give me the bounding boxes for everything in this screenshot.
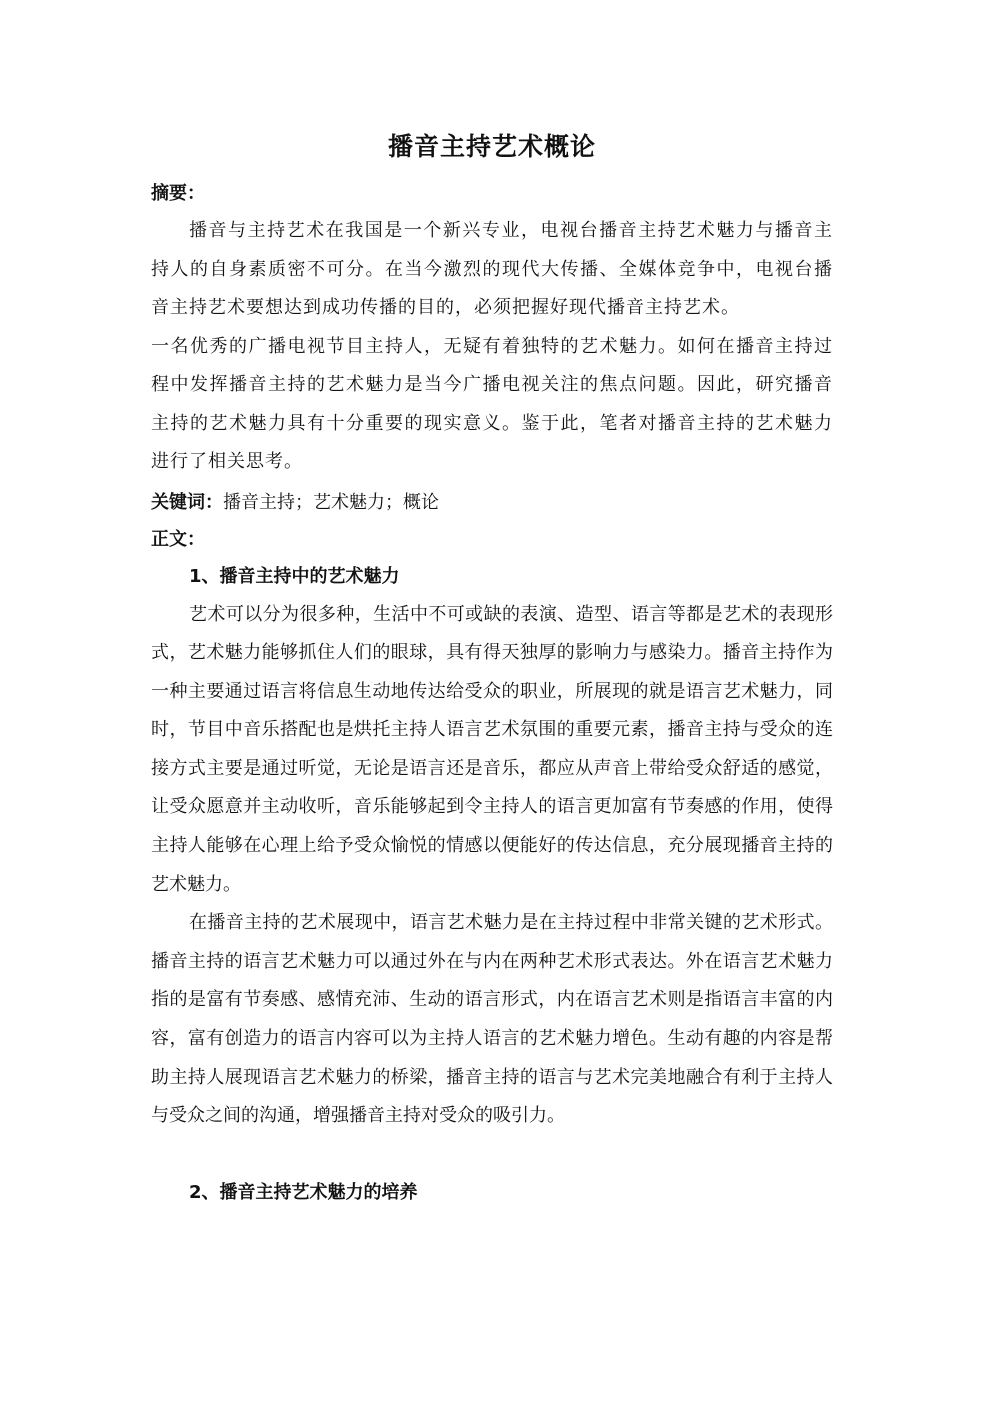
body-label: 正文： [151, 528, 205, 550]
abstract-paragraph-2: 一名优秀的广播电视节目主持人，无疑有着独特的艺术魅力。如何在播音主持过程中发挥播音主持的艺术魅力是当今广播电视关注的焦点问题。因此，研究播音主持的艺术魅力具有十分重要的现实意义。鉴于此，笔者对播音主持的艺术魅力进行了相关思考。 [151, 335, 833, 472]
keywords-text: 播音主持；艺术魅力；概论 [223, 491, 439, 513]
document-title: 播音主持艺术概论 [387, 132, 596, 161]
section-1-paragraph-2: 在播音主持的艺术展现中，语言艺术魅力是在主持过程中非常关键的艺术形式。播音主持的语言艺术魅力可以通过外在与内在两种艺术形式表达。外在语言艺术魅力指的是富有节奏感、感情充沛、生动的语言形式，内在语言艺术则是指语言丰富的内容，富有创造力的语言内容可以为主持人语言的艺术魅力增色。生动有趣的内容是帮助主持人展现语言艺术魅力的桥梁，播音主持的语言与艺术完美地融合有利于主持人与受众之间的沟通，增强播音主持对受众的吸引力。 [151, 912, 833, 1127]
section-1-heading: 1、播音主持中的艺术魅力 [189, 565, 400, 587]
body-section [151, 558, 833, 1212]
document-content [151, 126, 833, 1212]
section-1-paragraph-1: 艺术可以分为很多种，生活中不可或缺的表演、造型、语言等都是艺术的表现形式，艺术魅力能够抓住人们的眼球，具有得天独厚的影响力与感染力。播音主持作为一种主要通过语言将信息生动地传达给受众的职业，所展现的就是语言艺术魅力，同时，节目中音乐搭配也是烘托主持人语言艺术氛围的重要元素，播音主持与受众的连接方式主要是通过听觉，无论是语言还是音乐，都应从声音上带给受众舒适的感觉，让受众愿意并主动收听，音乐能够起到令主持人的语言更加富有节奏感的作用，使得主持人能够在心理上给予受众愉悦的情感以便能好的传达信息，充分展现播音主持的艺术魅力。 [151, 603, 833, 895]
section-spacer [151, 1136, 833, 1174]
section-2-heading: 2、播音主持艺术魅力的培养 [189, 1181, 418, 1203]
keywords-line [151, 484, 833, 522]
abstract-paragraph-1: 播音与主持艺术在我国是一个新兴专业，电视台播音主持艺术魅力与播音主持人的自身素质密不可分。在当今激烈的现代大传播、全媒体竞争中，电视台播音主持艺术要想达到成功传播的目的，必须把握好现代播音主持艺术。 [151, 220, 833, 318]
abstract-label: 摘要： [151, 183, 205, 204]
abstract-section [151, 212, 833, 482]
keywords-label: 关键词： [151, 491, 223, 513]
